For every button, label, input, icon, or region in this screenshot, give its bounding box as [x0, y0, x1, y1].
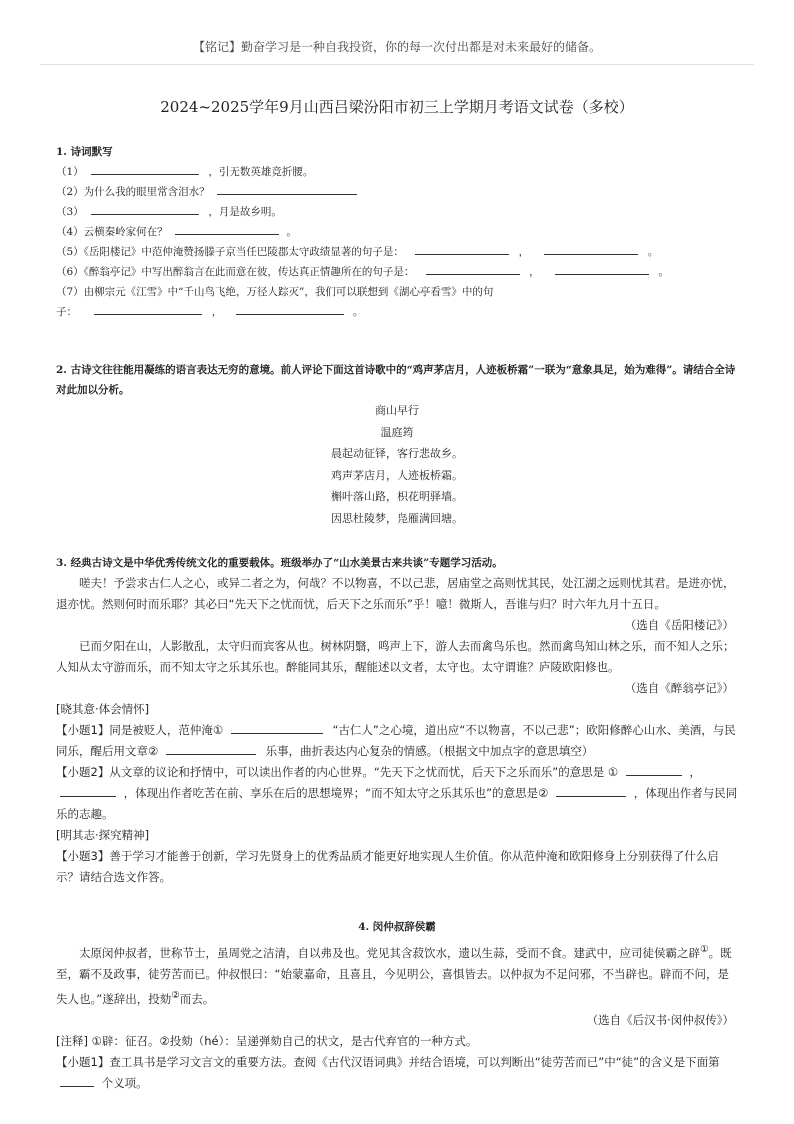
q1-item-4-text: （4）云横秦岭家何在？ — [56, 226, 168, 238]
q4-subquestion-1 — [56, 1052, 740, 1094]
q1-item-3 — [56, 202, 740, 222]
q1-item-4-end: 。 — [286, 226, 297, 238]
passage-part-c: 而去。 — [179, 991, 215, 1006]
q1-item-3-label: （3） — [56, 206, 84, 218]
poem-title: 商山早行 — [375, 404, 419, 417]
footnote-marker-1: ① — [700, 944, 709, 955]
question-4-title: 4. 闵仲叔辞侯霸 — [358, 921, 436, 933]
q1-item-7-end: 。 — [352, 306, 364, 318]
q3-subquestion-3: 【小题3】善于学习才能善于创新，学习先贤身上的优秀品质才能更好地实现人生价值。你从范仲淹和欧阳修身上分别获得了什么启示？请结合选文作答。 — [56, 849, 719, 884]
source-minzhongshu: （选自《后汉书·闵仲叔传》） — [586, 1012, 734, 1027]
q3-s2-text-a: 【小题2】从文章的议论和抒情中，可以读出作者的内心世界。“先天下之忧而忧，后天下之乐而乐”的意思是 — [56, 765, 605, 779]
poem-line: 槲叶落山路，枳花明驿墙。 — [331, 490, 463, 503]
section-label-explore: [明其志·探究精神] — [56, 828, 150, 842]
motto-banner: 【铭记】勤奋学习是一种自我投资，你的每一次付出都是对未来最好的储备。 — [192, 40, 601, 54]
q1-item-6-end: 。 — [658, 266, 669, 278]
answer-blank[interactable] — [556, 784, 626, 797]
q1-item-4 — [56, 222, 740, 242]
q3-subquestion-1 — [56, 720, 740, 762]
passage-part-b: 。既至，霸不及政事，徒劳苦而已。仲叔恨曰：“始蒙嘉命，且喜且，今见明公，喜惧皆去。以仲叔为不足问邪，不当辟也。辟而不问，是失人也。”遂辞出，投劾 — [56, 945, 732, 1006]
poem-author: 温庭筠 — [380, 425, 414, 439]
passage-minzhongshu — [56, 939, 740, 1010]
passage-part-a: 太原闵仲叔者，世称节士，虽周党之洁清，自以弗及也。党见其含菽饮水，遗以生蒜，受而不食。建武中，应司徒侯霸之辟 — [79, 945, 700, 960]
q1-item-1-label: （1） — [56, 166, 84, 178]
question-1-heading: 1. 诗词默写 — [56, 146, 113, 158]
q3-s1-text-c: 乐事，曲折表达内心复杂的情感。（根据文中加点字的意思填空） — [265, 744, 594, 758]
question-4 — [56, 939, 740, 1094]
source-yueyanglou: （选自《岳阳楼记》） — [624, 618, 734, 632]
q1-item-5-end: 。 — [647, 246, 659, 258]
question-3-heading: 3. 经典古诗文是中华优秀传统文化的重要载体。班级举办了“山水美景古来共谈”专题学习活动。 — [56, 557, 503, 569]
q3-subquestion-2 — [56, 762, 740, 825]
answer-blank[interactable] — [231, 721, 323, 734]
q1-item-5-text: （5）《岳阳楼记》中范仲淹赞扬滕子京当任巴陵郡太守政绩显著的句子是： — [56, 246, 404, 258]
question-2-text: 2. 古诗文往往能用凝练的语言表达无穷的意境。前人评论下面这首诗歌中的“鸡声茅店月，人迹板桥霜”一联为“意象具足，始为难得”。请结合全诗对此加以分析。 — [56, 364, 736, 396]
annotations: [注释] ①辟：征召。②投劾（hé）：呈递弹劾自己的状文，是古代弃官的一种方式。 — [56, 1033, 478, 1048]
q1-item-7-line1: （7）由柳宗元《江雪》中“千山鸟飞绝，万径人踪灭”，我们可以联想到《湖心亭看雪》中的句 — [56, 286, 494, 298]
q1-item-2-text: （2）为什么我的眼里常含泪水？ — [56, 186, 210, 198]
q1-item-6 — [56, 262, 740, 282]
answer-blank[interactable] — [94, 302, 202, 315]
answer-blank[interactable] — [555, 262, 649, 275]
answer-blank[interactable] — [236, 302, 344, 315]
answer-blank[interactable] — [166, 742, 256, 755]
q3-s1-text-a: 【小题1】同是被贬人，范仲淹① — [56, 723, 224, 737]
question-1 — [56, 142, 740, 322]
q3-s2-marker-1: ① — [607, 765, 619, 779]
footnote-marker-2: ② — [171, 989, 180, 1001]
q4-s1-text-a: 【小题1】查工具书是学习文言文的重要方法。查阅《古代汉语词典》并结合语境，可以判断出“徒劳苦而已”中“徒”的含义是下面第 — [56, 1054, 720, 1069]
q3-s2-text-d: ，体现出作者吃苦在前、享乐在后的思想境界；“而不知太守之乐其乐也”的意思是② — [123, 786, 549, 800]
answer-blank[interactable] — [175, 222, 279, 235]
exam-title: 2024~2025学年9月山西吕梁汾阳市初三上学期月考语文试卷（多校） — [160, 98, 634, 116]
answer-blank[interactable] — [544, 242, 638, 255]
answer-blank[interactable] — [91, 202, 199, 215]
q1-item-5-sep: ， — [518, 246, 530, 258]
passage-yueyanglou: 嗟夫！予尝求古仁人之心，或异二者之为，何哉？不以物喜，不以己悲，居庙堂之高则忧其民，处江湖之远则忧其君。是进亦忧，退亦忧。然则何时而乐耶？其必曰“先天下之忧而忧，后天下之乐而乐”乎！噫！微斯人，吾谁与归？时六年九月十五日。 — [56, 576, 735, 611]
answer-blank[interactable] — [426, 262, 520, 275]
answer-blank[interactable] — [60, 784, 116, 797]
section-label-understand: [晓其意·体会情怀] — [56, 702, 150, 716]
q1-item-7-label: 子： — [56, 306, 77, 318]
q1-item-3-text: ，月是故乡明。 — [208, 206, 282, 218]
q4-s1-text-b: 个义项。 — [101, 1075, 148, 1090]
q1-item-7-sep: ， — [211, 306, 223, 318]
answer-blank[interactable] — [626, 763, 682, 776]
q1-item-6-text: （6）《醉翁亭记》中写出醉翁言在此而意在彼，传达真正情趣所在的句子是： — [56, 266, 415, 278]
poem-line: 晨起动征铎，客行悲故乡。 — [331, 447, 463, 460]
q1-item-1 — [56, 162, 740, 182]
q3-s1-text-b: “古仁人”之心境，道出应“不以物喜，不以己悲”；欧阳修醉心山水、美酒，与民同乐，醒后用文章② — [56, 723, 736, 758]
answer-blank[interactable] — [91, 162, 199, 175]
poem-line: 因思杜陵梦，凫雁满回塘。 — [331, 511, 463, 525]
answer-blank[interactable] — [415, 242, 509, 255]
question-3 — [56, 553, 740, 888]
q1-item-6-sep: ， — [529, 266, 540, 278]
passage-zuiwengting: 已而夕阳在山，人影散乱，太守归而宾客从也。树林阴翳，鸣声上下，游人去而禽鸟乐也。然而禽鸟知山林之乐，而不知人之乐；人知从太守游而乐，而不知太守之乐其乐也。醉能同其乐，醒能述以文者，太守也。太守谓谁？庐陵欧阳修也。 — [56, 639, 735, 674]
answer-blank[interactable] — [60, 1074, 94, 1087]
q3-s2-sep: ， — [689, 765, 702, 779]
poem-line: 鸡声茅店月，人迹板桥霜。 — [331, 468, 463, 482]
q3-s2-text-e: ，体现出作者与民同乐的志趣。 — [56, 786, 738, 821]
q1-item-1-text: ，引无数英雄竞折腰。 — [208, 166, 314, 178]
q1-item-2 — [56, 182, 740, 202]
source-zuiwengting: （选自《醉翁亭记》） — [624, 681, 734, 695]
header-divider — [40, 64, 754, 65]
q1-item-5 — [56, 242, 740, 262]
poem-block — [0, 400, 794, 529]
q1-item-7-line2 — [56, 302, 740, 322]
answer-blank[interactable] — [217, 182, 357, 195]
question-2 — [56, 360, 740, 400]
